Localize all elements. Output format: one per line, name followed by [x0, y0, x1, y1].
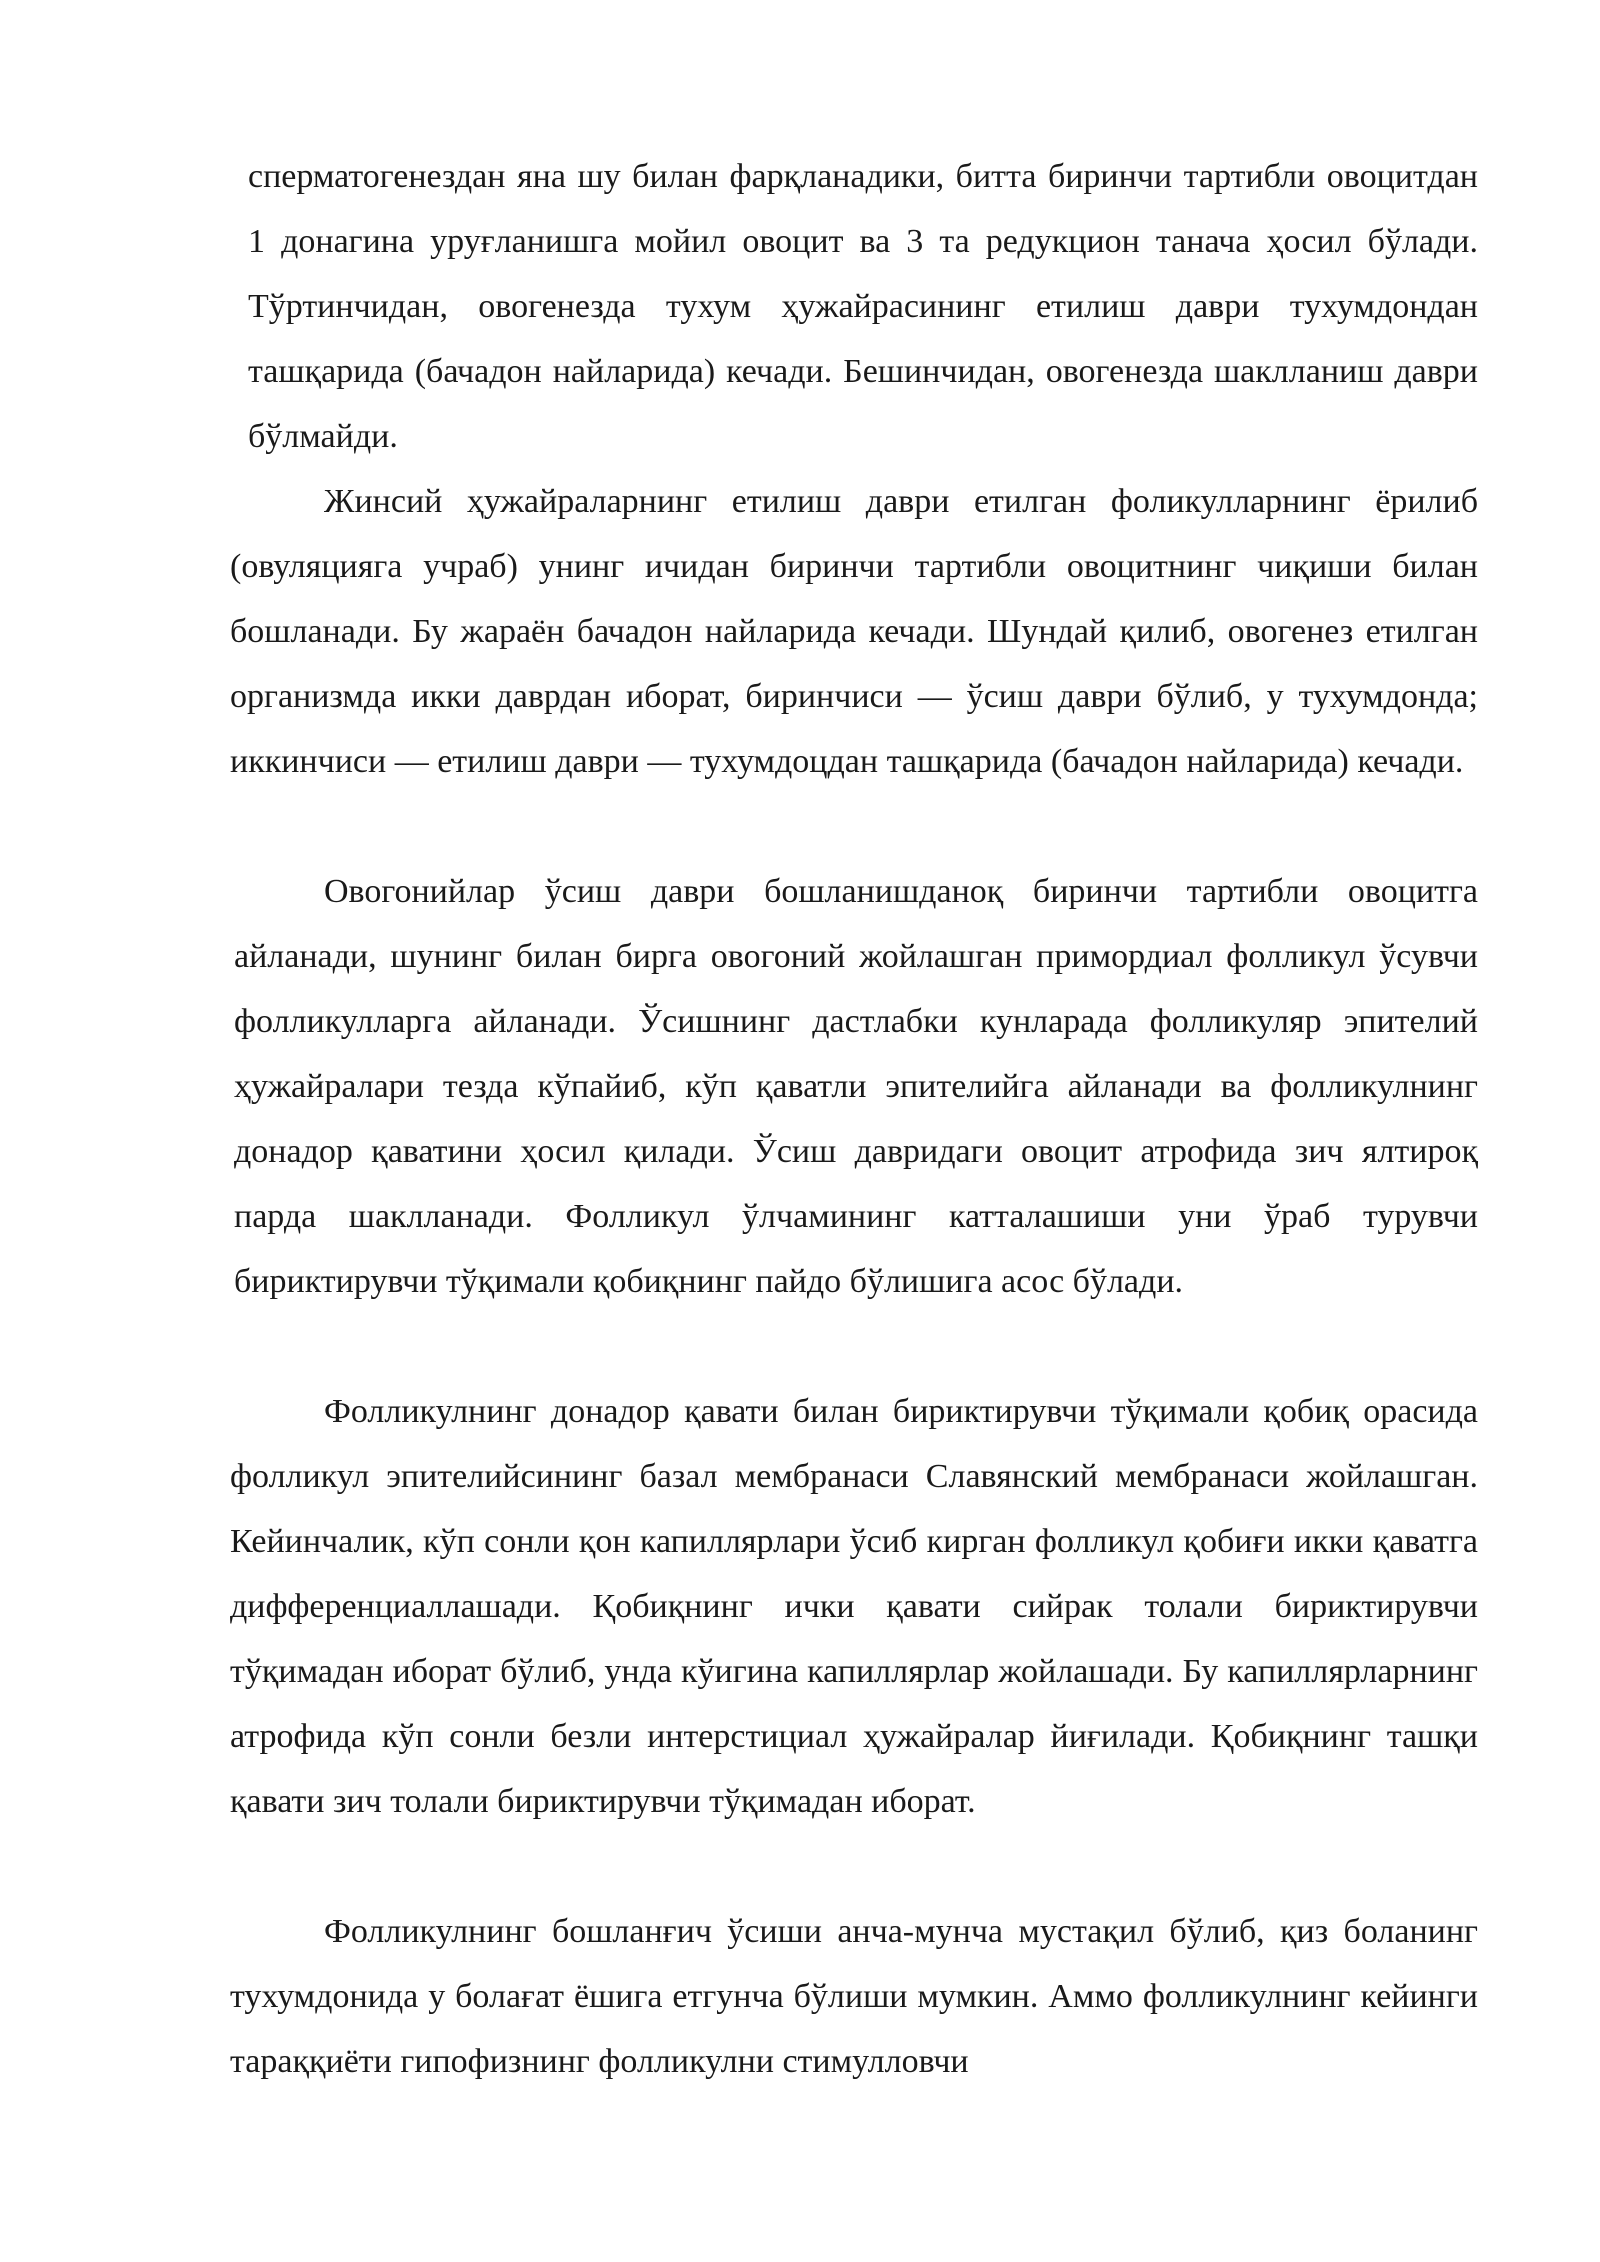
- paragraph-4: Фолликулнинг донадор қавати билан бириктирувчи тўқимали қобиқ орасида фолликул эпителийсининг базал мембранаси Славянский мембранаси жойлашган. Кейинчалик, кўп сонли қон капиллярлари ўсиб кирган фолликул қобиғи икки қаватга дифференциаллашади. Қобиқнинг ички қавати сийрак толали бириктирувчи тўқимадан иборат бўлиб, унда кўигина капиллярлар жойлашади. Бу капиллярларнинг атрофида кўп сонли безли интерстициал ҳужайралар йиғилади. Қобиқнинг ташқи қавати зич толали бириктирувчи тўқимадан иборат.: [230, 1393, 1478, 1820]
- paragraph-2: Жинсий ҳужайраларнинг етилиш даври етилган фоликулларнинг ёрилиб (овуляцияга учраб) унинг ичидан биринчи тартибли овоцитнинг чиқиши билан бошланади. Бу жараён бачадон найларида кечади. Шундай қилиб, овогенез етилган организмда икки даврдан иборат, биринчиси — ўсиш даври бўлиб, у тухумдонда; иккинчиси — етилиш даври — тухумдоцдан ташқарида (бачадон найларида) кечади.: [230, 483, 1478, 780]
- paragraph-1: сперматогенездан яна шу билан фарқланадики, битта биринчи тартибли овоцитдан 1 донагина уруғланишга мойил овоцит ва 3 та редукцион танача ҳосил бўлади. Тўртинчидан, овогенезда тухум ҳужайрасининг етилиш даври тухумдондан ташқарида (бачадон найларида) кечади. Бешинчидан, овогенезда шаклланиш даври бўлмайди.: [248, 158, 1478, 455]
- paragraph-5: Фолликулнинг бошланғич ўсиши анча-мунча мустақил бўлиб, қиз боланинг тухумдонида у болағат ёшига етгунча бўлиши мумкин. Аммо фолликулнинг кейинги тараққиёти гипофизнинг фолликулни стимулловчи: [230, 1913, 1478, 2080]
- paragraph-3: Овогонийлар ўсиш даври бошланишданоқ биринчи тартибли овоцитга айланади, шунинг билан бирга овогоний жойлашган примордиал фолликул ўсувчи фолликулларга айланади. Ўсишнинг дастлабки кунларада фолликуляр эпителий ҳужайралари тезда кўпайиб, кўп қаватли эпителийга айланади ва фолликулнинг донадор қаватини ҳосил қилади. Ўсиш давридаги овоцит атрофида зич ялтироқ парда шаклланади. Фолликул ўлчамининг катталашиши уни ўраб турувчи бириктирувчи тўқимали қобиқнинг пайдо бўлишига асос бўлади.: [234, 873, 1478, 1300]
